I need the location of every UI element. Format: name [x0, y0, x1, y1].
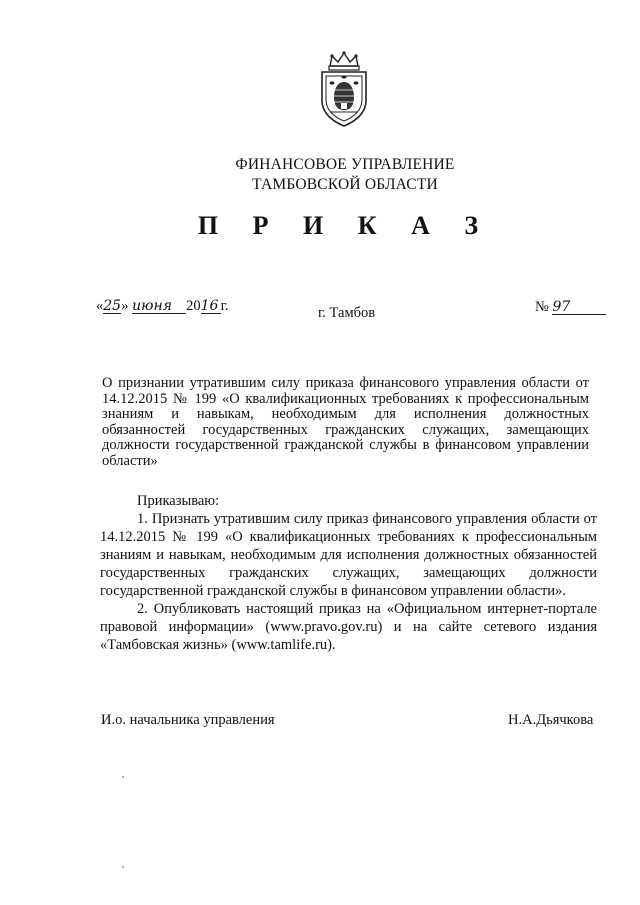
number-value: 97: [552, 300, 606, 315]
date-close-quote: »: [121, 298, 129, 314]
order-title-text: О признании утратившим силу приказа финансового управления области от 14.12.2015 № 199 «О квалификационных требованиях к профессиональным знаниям и навыкам, необходимым для исполнения должностных обязанностей государственных гражданских служащих, замещающих должности государственной гражданской службы в финансовом управлении области»: [102, 375, 589, 469]
date-open-quote: «: [96, 298, 104, 314]
organization-name-line1: ФИНАНСОВОЕ УПРАВЛЕНИЕ: [235, 156, 455, 173]
order-intro: Приказываю:: [137, 493, 220, 509]
document-type-heading: П Р И К А З: [197, 211, 493, 240]
date-year-prefix: 20: [186, 298, 201, 314]
signatory-role: И.о. начальника управления: [101, 712, 275, 728]
order-paragraph-2: 2. Опубликовать настоящий приказ на «Официальном интернет-портале правовой информации» (www.pravo.gov.ru) и на сайте сетевого издания «Тамбовская жизнь» (www.tamlife.ru).: [100, 601, 597, 653]
city: г. Тамбов: [318, 305, 376, 321]
order-paragraph-1: 1. Признать утратившим силу приказ финансового управления области от 14.12.2015 № 199 «О квалификационных требованиях к профессиональным знаниям и навыкам, необходимым для исполнения должностных обязанностей государственных гражданских служащих, замещающих должности государственной гражданской службы в финансовом управлении области».: [100, 511, 597, 599]
order-number: [535, 299, 606, 316]
organization-name-line2: ТАМБОВСКОЙ ОБЛАСТИ: [252, 176, 438, 193]
number-label: №: [535, 299, 549, 315]
order-body: [100, 492, 597, 654]
signatory-name: Н.А.Дьячкова: [508, 712, 594, 728]
date-suffix: г.: [220, 298, 229, 314]
scan-speck: [122, 866, 124, 868]
scan-speck: [122, 776, 124, 778]
date-year-suffix: 16: [201, 299, 221, 314]
order-title: [102, 376, 589, 469]
coat-of-arms-icon: [312, 50, 376, 128]
date-month: июня: [132, 299, 186, 314]
order-date: [96, 298, 229, 315]
date-day: 25: [103, 298, 122, 314]
